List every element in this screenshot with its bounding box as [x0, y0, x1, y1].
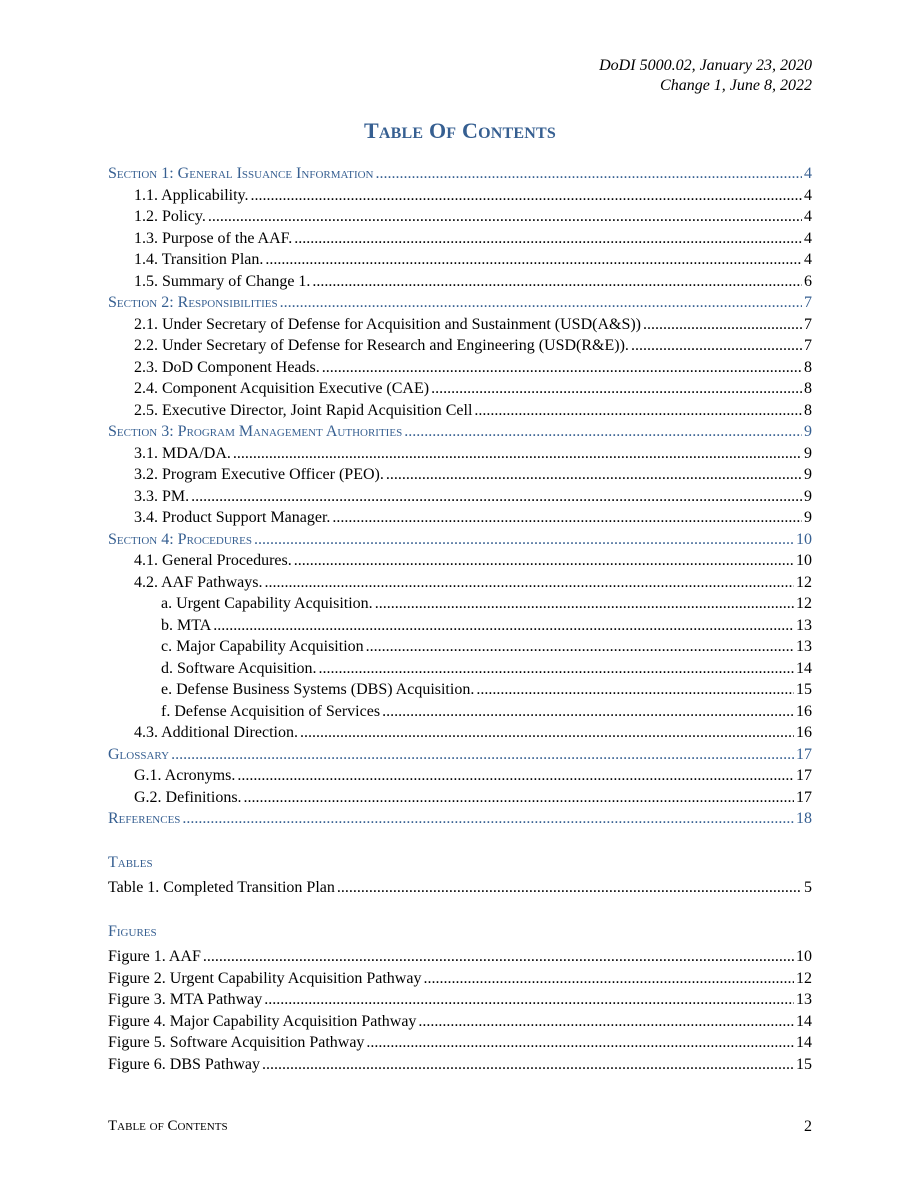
toc-page-number: 9 [804, 466, 812, 483]
toc-entry-label: Section 3: Program Management Authorities [108, 423, 403, 440]
toc-page-number: 10 [796, 552, 812, 569]
figure-entry[interactable] [108, 991, 812, 1013]
toc-page-number: 17 [796, 788, 812, 806]
toc-entry-label: 2.5. Executive Director, Joint Rapid Acquisition Cell [134, 401, 473, 419]
toc-page-number: 15 [796, 1055, 812, 1073]
toc-page-number: 14 [796, 1012, 812, 1030]
toc-entry-label: 3.4. Product Support Manager. [134, 509, 331, 526]
toc-page-number: 4 [804, 251, 812, 268]
toc-entry[interactable] [108, 316, 812, 338]
toc-page-number: 10 [796, 948, 812, 965]
tables-heading: Tables [108, 853, 153, 871]
figure-entry[interactable] [108, 970, 812, 992]
toc-entry-label: G.2. Definitions. [134, 788, 242, 806]
toc-page-number: 8 [804, 401, 812, 419]
toc-entries [108, 165, 812, 832]
toc-page-number: 9 [804, 487, 812, 505]
toc-entry-label: Figure 4. Major Capability Acquisition Pathway [108, 1012, 417, 1030]
toc-leader-dots [264, 991, 794, 1009]
toc-entry[interactable] [108, 230, 812, 252]
toc-entry[interactable] [108, 574, 812, 596]
toc-leader-dots [280, 294, 802, 312]
toc-page-number: 12 [796, 573, 812, 591]
toc-leader-dots [431, 380, 802, 398]
toc-section-entry[interactable] [108, 531, 812, 553]
header-line-2: Change 1, June 8, 2022 [660, 77, 812, 94]
toc-entry[interactable] [108, 552, 812, 574]
toc-page-number: 7 [804, 337, 812, 354]
toc-page-number: 14 [796, 659, 812, 677]
toc-leader-dots [244, 789, 794, 807]
toc-entry-label: 2.3. DoD Component Heads. [134, 358, 320, 376]
toc-entry-label: Section 4: Procedures [108, 530, 252, 548]
toc-entry[interactable] [108, 380, 812, 402]
toc-entry-label: Glossary [108, 745, 170, 763]
toc-entry-label: c. Major Capability Acquisition [161, 638, 364, 655]
toc-entry[interactable] [108, 703, 812, 725]
toc-page-number: 13 [796, 616, 812, 634]
toc-page-number: 9 [804, 423, 812, 440]
toc-entry[interactable] [108, 187, 812, 209]
toc-leader-dots [294, 552, 794, 570]
toc-leader-dots [237, 767, 794, 785]
toc-leader-dots [182, 810, 794, 828]
toc-entry[interactable] [108, 445, 812, 467]
toc-entry-label: e. Defense Business Systems (DBS) Acquisition. [161, 681, 475, 698]
figures-heading: Figures [108, 922, 157, 940]
toc-page-number: 4 [804, 208, 812, 225]
toc-entry-label: G.1. Acronyms. [134, 767, 236, 784]
toc-entry[interactable] [108, 638, 812, 660]
toc-page-number: 12 [796, 969, 812, 987]
toc-page-number: 9 [804, 509, 812, 526]
toc-entry-label: f. Defense Acquisition of Services [161, 702, 381, 720]
toc-leader-dots [631, 337, 802, 355]
toc-entry-label: 1.2. Policy. [134, 208, 206, 225]
toc-leader-dots [404, 423, 802, 441]
toc-entry-label: 1.1. Applicability. [134, 186, 249, 204]
toc-leader-dots [294, 230, 802, 248]
toc-entry[interactable] [108, 402, 812, 424]
toc-entry-label: 1.5. Summary of Change 1. [134, 272, 311, 290]
toc-entry[interactable] [108, 681, 812, 703]
tables-list [108, 879, 812, 901]
toc-section-entry[interactable] [108, 165, 812, 187]
toc-leader-dots [264, 574, 794, 592]
toc-page-number: 4 [804, 229, 812, 247]
toc-entry[interactable] [108, 337, 812, 359]
toc-page-number: 4 [804, 186, 812, 204]
toc-entry[interactable] [108, 208, 812, 230]
table-of-contents [108, 165, 812, 1077]
toc-leader-dots [254, 531, 794, 549]
toc-leader-dots [213, 617, 794, 635]
toc-entry-label: 1.4. Transition Plan. [134, 251, 264, 268]
toc-leader-dots [332, 509, 802, 527]
toc-leader-dots [208, 208, 802, 226]
toc-section-entry[interactable] [108, 294, 812, 316]
footer-section-title: Table of Contents [108, 1118, 228, 1134]
toc-page-number: 4 [804, 165, 812, 182]
toc-entry-label: References [108, 810, 181, 827]
toc-page-number: 18 [796, 810, 812, 827]
figure-entry[interactable] [108, 948, 812, 970]
figure-entry[interactable] [108, 1013, 812, 1035]
toc-leader-dots [382, 703, 794, 721]
toc-entry-label: Figure 3. MTA Pathway [108, 991, 263, 1008]
toc-leader-dots [251, 187, 802, 205]
toc-entry[interactable] [108, 509, 812, 531]
toc-entry[interactable] [108, 251, 812, 273]
toc-page-number: 10 [796, 530, 812, 548]
toc-page-number: 16 [796, 702, 812, 720]
toc-entry-label: 1.3. Purpose of the AAF. [134, 229, 293, 247]
toc-leader-dots [386, 466, 802, 484]
figure-entry[interactable] [108, 1056, 812, 1078]
toc-page-number: 12 [796, 595, 812, 612]
toc-page-number: 8 [804, 358, 812, 376]
footer-page-number: 2 [804, 1118, 812, 1135]
toc-entry[interactable] [108, 466, 812, 488]
toc-entry-label: 4.3. Additional Direction. [134, 724, 298, 741]
toc-page-number: 5 [804, 879, 812, 896]
toc-leader-dots [300, 724, 794, 742]
toc-entry-label: Figure 5. Software Acquisition Pathway [108, 1034, 365, 1051]
header-line-1: DoDI 5000.02, January 23, 2020 [599, 57, 812, 74]
toc-leader-dots [203, 948, 794, 966]
table-entry[interactable] [108, 879, 812, 901]
toc-leader-dots [171, 746, 794, 764]
toc-entry-label: Figure 2. Urgent Capability Acquisition Pathway [108, 969, 422, 987]
toc-leader-dots [643, 316, 802, 334]
toc-entry[interactable] [108, 617, 812, 639]
toc-entry-label: 2.4. Component Acquisition Executive (CAE) [134, 380, 430, 397]
toc-entry-label: d. Software Acquisition. [161, 659, 317, 677]
toc-entry[interactable] [108, 767, 812, 789]
toc-page-number: 8 [804, 380, 812, 397]
toc-leader-dots [474, 402, 802, 420]
toc-entry-label: Figure 1. AAF [108, 948, 201, 965]
toc-entry-label: 3.2. Program Executive Officer (PEO). [134, 466, 384, 483]
toc-entry-label: Section 1: General Issuance Information [108, 165, 374, 182]
toc-page-number: 6 [804, 272, 812, 290]
toc-section-entry[interactable] [108, 746, 812, 768]
toc-page-number: 16 [796, 724, 812, 741]
toc-entry[interactable] [108, 273, 812, 295]
toc-entry-label: Table 1. Completed Transition Plan [108, 879, 335, 896]
toc-page-number: 13 [796, 991, 812, 1008]
toc-entry-label: Section 2: Responsibilities [108, 294, 278, 311]
figure-entry[interactable] [108, 1034, 812, 1056]
toc-leader-dots [375, 595, 794, 613]
toc-page-number: 17 [796, 767, 812, 784]
toc-entry[interactable] [108, 789, 812, 811]
toc-leader-dots [376, 165, 802, 183]
toc-entry[interactable] [108, 724, 812, 746]
figures-list [108, 948, 812, 1077]
toc-section-entry[interactable] [108, 423, 812, 445]
toc-leader-dots [265, 251, 802, 269]
toc-entry[interactable] [108, 660, 812, 682]
toc-leader-dots [312, 273, 802, 291]
toc-section-entry[interactable] [108, 810, 812, 832]
toc-page-number: 7 [804, 315, 812, 333]
toc-entry-label: 4.2. AAF Pathways. [134, 573, 263, 591]
toc-page-number: 15 [796, 681, 812, 698]
toc-page-number: 17 [796, 745, 812, 763]
toc-entry-label: a. Urgent Capability Acquisition. [161, 595, 373, 612]
toc-entry-label: 2.1. Under Secretary of Defense for Acquisition and Sustainment (USD(A&S)) [134, 315, 641, 333]
toc-leader-dots [322, 359, 802, 377]
toc-page-number: 7 [804, 294, 812, 311]
toc-leader-dots [366, 638, 794, 656]
toc-leader-dots [191, 488, 802, 506]
toc-entry[interactable] [108, 595, 812, 617]
toc-leader-dots [476, 681, 794, 699]
toc-page-number: 9 [804, 444, 812, 462]
toc-page-number: 13 [796, 638, 812, 655]
toc-leader-dots [366, 1034, 794, 1052]
toc-entry-label: 2.2. Under Secretary of Defense for Research and Engineering (USD(R&E)). [134, 337, 629, 354]
toc-leader-dots [319, 660, 794, 678]
toc-entry-label: 3.3. PM. [134, 487, 190, 505]
document-header [599, 56, 812, 96]
toc-leader-dots [337, 879, 802, 897]
toc-entry-label: b. MTA [161, 616, 212, 634]
toc-entry-label: 3.1. MDA/DA. [134, 444, 231, 462]
page-title: TABLE OF CONTENTS [364, 118, 556, 143]
toc-leader-dots [233, 445, 802, 463]
toc-page-number: 14 [796, 1034, 812, 1051]
toc-leader-dots [262, 1056, 794, 1074]
toc-entry[interactable] [108, 488, 812, 510]
toc-entry[interactable] [108, 359, 812, 381]
toc-entry-label: Figure 6. DBS Pathway [108, 1055, 260, 1073]
toc-leader-dots [423, 970, 794, 988]
toc-leader-dots [418, 1013, 794, 1031]
toc-entry-label: 4.1. General Procedures. [134, 552, 292, 569]
